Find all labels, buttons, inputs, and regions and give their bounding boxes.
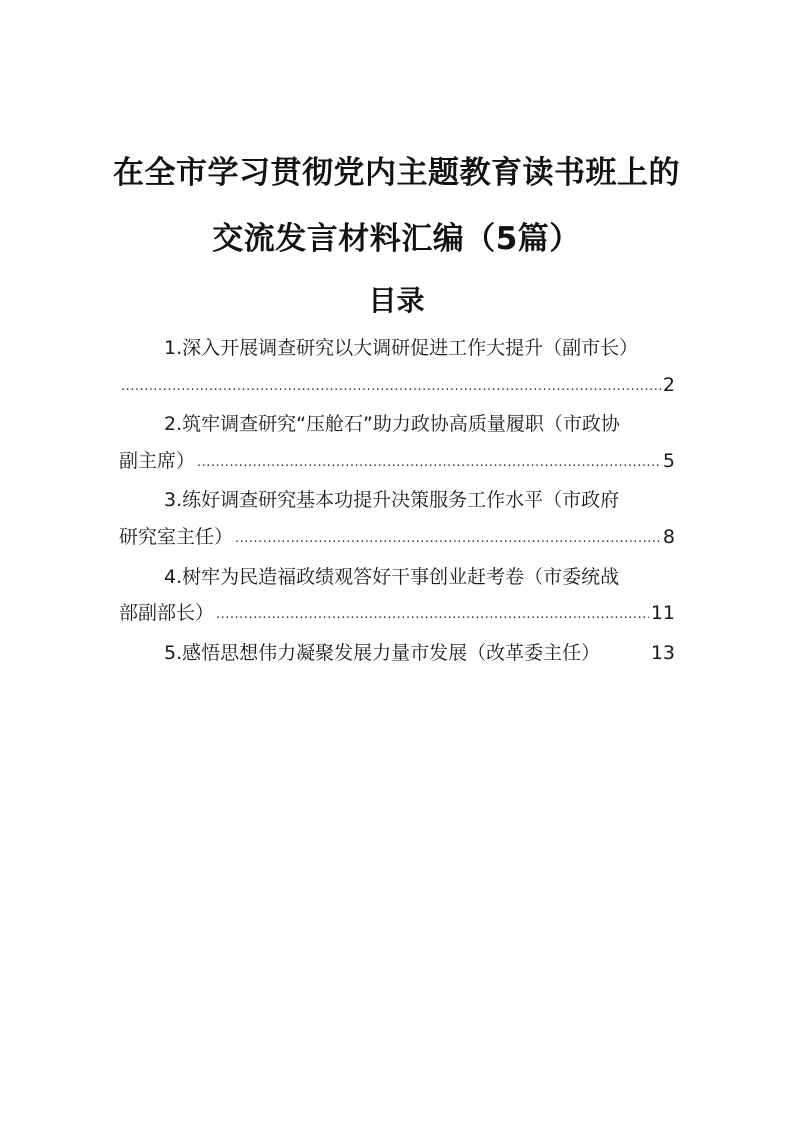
toc-entry-5-title-row: [119, 635, 675, 675]
toc-entry-2-title-row: [119, 406, 675, 443]
toc-entry-4-dot-leader: [216, 597, 649, 634]
toc-entry-4-title-row: [119, 559, 675, 596]
toc-entry-2-title: 2.筑牢调查研究“压舱石”助力政协高质量履职（市政协: [164, 413, 620, 436]
toc-entry-3-dot-leader: [235, 521, 661, 558]
toc-entry-4-page-number: 11: [650, 602, 675, 625]
toc-entry-4-leader-row: [119, 595, 675, 635]
toc-entry-3-title: 3.练好调查研究基本功提升决策服务工作水平（市政府: [164, 489, 620, 512]
toc-entry-4-title: 4.树牢为民造福政绩观答好干事创业赶考卷（市委统战: [164, 565, 620, 588]
toc-heading: 目录: [368, 284, 425, 317]
table-of-contents: [119, 330, 675, 674]
toc-entry-2-dot-leader: [197, 445, 661, 482]
toc-entry-3[interactable]: [119, 482, 675, 558]
toc-entry-1[interactable]: [119, 330, 675, 406]
toc-entry-5-page-number: 13: [650, 641, 675, 664]
toc-entry-2-title-continued: 副主席）: [119, 449, 196, 472]
toc-entry-5[interactable]: [119, 635, 675, 675]
toc-entry-1-title-row: [119, 330, 675, 367]
toc-entry-4[interactable]: [119, 559, 675, 635]
toc-entry-2[interactable]: [119, 406, 675, 482]
toc-entry-5-title: 5.感悟思想伟力凝聚发展力量市发展（改革委主任）: [164, 641, 601, 664]
toc-entry-3-title-row: [119, 482, 675, 519]
document-title-line-1: 在全市学习贯彻党内主题教育读书班上的: [113, 155, 680, 191]
document-title-line-2: 交流发言材料汇编（5篇）: [212, 221, 581, 257]
toc-entry-4-title-continued: 部副部长）: [119, 602, 215, 625]
toc-entry-2-leader-row: [119, 443, 675, 483]
toc-entry-1-leader-row: [119, 367, 675, 407]
toc-entry-3-leader-row: [119, 519, 675, 559]
toc-entry-1-dot-leader: [121, 369, 661, 406]
toc-entry-2-page-number: 5: [662, 449, 675, 472]
toc-entry-3-title-continued: 研究室主任）: [119, 525, 234, 548]
toc-entry-3-page-number: 8: [662, 525, 675, 548]
toc-entry-1-title: 1.深入开展调查研究以大调研促进工作大提升（副市长）: [164, 337, 639, 359]
toc-entry-1-page-number: 2: [662, 373, 675, 396]
